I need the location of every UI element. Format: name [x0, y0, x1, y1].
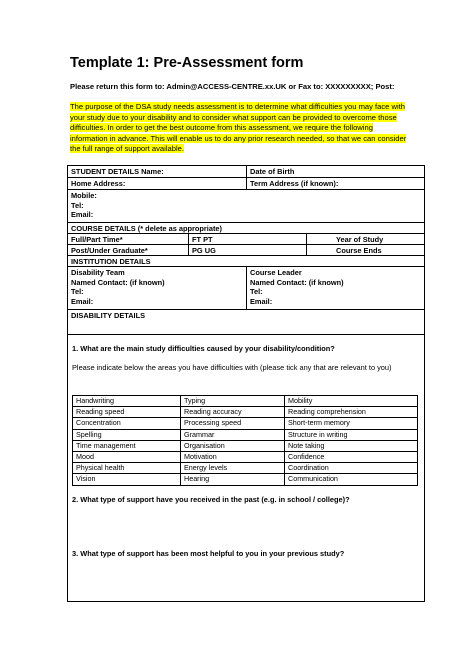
address-row — [68, 178, 424, 190]
course-leader-cell — [246, 267, 424, 309]
page-title: Template 1: Pre-Assessment form — [70, 55, 304, 71]
student-name-field[interactable]: STUDENT DETAILS Name: — [71, 167, 164, 176]
course-details-heading: COURSE DETAILS (* delete as appropriate) — [71, 224, 222, 233]
intro-highlight: The purpose of the DSA study needs assessment is to determine what difficulties you may face with your study due to your disability and to consider what support can be provided to overcome those difficulties. In order to get the best outcome from this assessment, we require the following information in advance. This will enable us to do any prior research needed, so that we can consider the full range of support available. — [70, 102, 407, 154]
difficulty-option[interactable]: Reading speed — [73, 407, 181, 418]
difficulty-option[interactable]: Reading accuracy — [181, 407, 285, 418]
institution-contacts-row — [68, 267, 424, 310]
question-2: 2. What type of support have you received in the past (e.g. in school / college)? — [72, 495, 350, 504]
question-1: 1. What are the main study difficulties caused by your disability/condition? — [72, 344, 335, 353]
difficulty-option[interactable]: Confidence — [285, 451, 418, 462]
difficulty-option[interactable]: Physical health — [73, 463, 181, 474]
term-address-field[interactable]: Term Address (if known): — [246, 178, 424, 189]
full-part-time-label: Full/Part Time* — [71, 235, 123, 244]
difficulties-table — [72, 395, 418, 486]
table-row — [73, 407, 418, 418]
course-ends-field[interactable]: Course Ends — [306, 245, 424, 255]
institution-details-row — [68, 256, 424, 267]
difficulty-option[interactable]: Coordination — [285, 463, 418, 474]
tel-field[interactable]: Tel: — [71, 200, 84, 210]
ft-pt-option[interactable]: FT PT — [188, 234, 306, 244]
difficulty-option[interactable]: Communication — [285, 474, 418, 485]
mode-row — [68, 234, 424, 245]
inst-tel-field[interactable]: Tel: — [71, 287, 84, 296]
dob-field[interactable]: Date of Birth — [246, 166, 424, 177]
contact-row — [68, 190, 424, 223]
course-leader-label: Course Leader — [250, 268, 302, 277]
difficulty-option[interactable]: Mobility — [285, 396, 418, 407]
difficulty-option[interactable]: Handwriting — [73, 396, 181, 407]
year-of-study-field[interactable]: Year of Study — [306, 234, 424, 244]
assessment-form — [67, 165, 425, 602]
difficulty-option[interactable]: Organisation — [181, 440, 285, 451]
disability-team-label: Disability Team — [71, 268, 125, 277]
inst-email-field-2[interactable]: Email: — [250, 296, 273, 306]
difficulty-option[interactable]: Reading comprehension — [285, 407, 418, 418]
contact-cell — [68, 190, 424, 222]
home-address-field[interactable]: Home Address: — [71, 179, 126, 188]
difficulty-option[interactable]: Short-term memory — [285, 418, 418, 429]
institution-details-heading: INSTITUTION DETAILS — [71, 257, 151, 266]
table-row — [73, 396, 418, 407]
table-row — [73, 474, 418, 485]
course-details-row — [68, 223, 424, 234]
mobile-field[interactable]: Mobile: — [71, 191, 97, 200]
disability-details-heading: DISABILITY DETAILS — [71, 311, 146, 320]
difficulty-option[interactable]: Structure in writing — [285, 429, 418, 440]
difficulty-option[interactable]: Spelling — [73, 429, 181, 440]
difficulty-option[interactable]: Vision — [73, 474, 181, 485]
student-name-row — [68, 166, 424, 178]
difficulty-option[interactable]: Energy levels — [181, 463, 285, 474]
difficulty-option[interactable]: Motivation — [181, 451, 285, 462]
table-row — [73, 429, 418, 440]
difficulty-option[interactable]: Hearing — [181, 474, 285, 485]
disability-team-cell — [68, 267, 246, 309]
table-row — [73, 463, 418, 474]
difficulty-option[interactable]: Time management — [73, 440, 181, 451]
post-under-grad-label: Post/Under Graduate* — [71, 246, 148, 255]
difficulty-option[interactable]: Concentration — [73, 418, 181, 429]
difficulties-table-body — [73, 396, 418, 486]
email-field[interactable]: Email: — [71, 210, 94, 219]
disability-details-row — [68, 310, 424, 335]
difficulty-option[interactable]: Grammar — [181, 429, 285, 440]
table-row — [73, 418, 418, 429]
intro-paragraph — [70, 102, 410, 155]
table-row — [73, 451, 418, 462]
named-contact-field-2[interactable]: Named Contact: (if known) — [250, 277, 344, 287]
named-contact-field[interactable]: Named Contact: (if known) — [71, 277, 165, 287]
pg-ug-option[interactable]: PG UG — [188, 245, 306, 255]
return-instructions: Please return this form to: Admin@ACCESS-CENTRE.xx.UK or Fax to: XXXXXXXXX; Post: — [70, 82, 395, 91]
inst-tel-field-2[interactable]: Tel: — [250, 287, 263, 296]
level-row — [68, 245, 424, 256]
difficulty-option[interactable]: Mood — [73, 451, 181, 462]
difficulty-option[interactable]: Note taking — [285, 440, 418, 451]
question-3: 3. What type of support has been most helpful to you in your previous study? — [72, 549, 345, 558]
difficulty-option[interactable]: Processing speed — [181, 418, 285, 429]
table-row — [73, 440, 418, 451]
question-1-instructions: Please indicate below the areas you have difficulties with (please tick any that are relevant to you) — [72, 363, 392, 372]
difficulty-option[interactable]: Typing — [181, 396, 285, 407]
inst-email-field[interactable]: Email: — [71, 296, 94, 306]
